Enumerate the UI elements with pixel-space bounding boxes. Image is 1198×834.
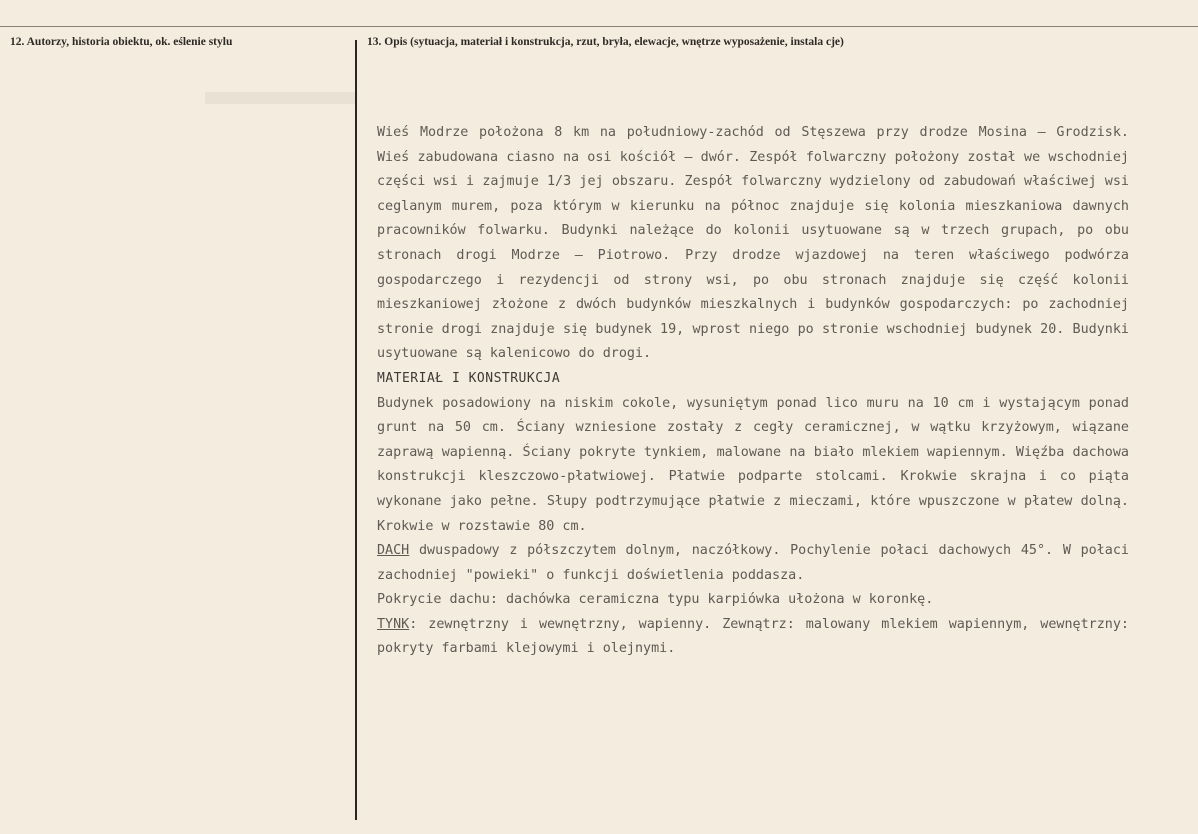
roof-cover-paragraph: Pokrycie dachu: dachówka ceramiczna typu karpiówka ułożona w koronkę. bbox=[377, 592, 934, 608]
material-heading: MATERIAŁ I KONSTRUKCJA bbox=[377, 370, 561, 386]
top-rule bbox=[0, 26, 1198, 27]
section-13-header: 13. Opis (sytuacja, materiał i konstrukcja, rzut, bryła, elewacje, wnętrze wyposażenie, instala cje) bbox=[367, 36, 844, 48]
material-paragraph: Budynek posadowiony na niskim cokole, wysuniętym ponad lico muru na 10 cm i wystającym ponad grunt na 50 cm. Ściany wzniesione zostały z cegły ceramicznej, w wątku krzyżowym, wiązane zaprawą wapienną. Ściany pokryte tynkiem, malowane na biało mlekiem wapiennym. Więźba dachowa konstrukcji kleszczowo-płatwiowej. Płatwie podparte stolcami. Krokwie skrajna i co piąta wykonane jako pełne. Słupy podtrzymujące płatwie z mieczami, które wpuszczone w płatew dolną. Krokwie w rozstawie 80 cm. bbox=[377, 395, 1129, 534]
tynk-text: : zewnętrzny i wewnętrzny, wapienny. Zewnątrz: malowany mlekiem wapiennym, wewnętrzny: pokryty farbami klejowymi i olejnymi. bbox=[377, 616, 1129, 657]
description-body bbox=[377, 121, 1129, 662]
dach-paragraph bbox=[377, 539, 1129, 588]
smudge-mark bbox=[205, 92, 355, 104]
dach-label: DACH bbox=[377, 543, 410, 559]
tynk-paragraph bbox=[377, 613, 1129, 662]
intro-paragraph: Wieś Modrze położona 8 km na południowy-zachód od Stęszewa przy drodze Mosina – Grodzisk. Wieś zabudowana ciasno na osi kościół – dwór. Zespół folwarczny położony został we wschodniej części wsi i zajmuje 1/3 jej obszaru. Zespół folwarczny wydzielony od zabudowań właściwej wsi ceglanym murem, poza którym w kierunku na północ znajduje się kolonia mieszkaniowa dawnych pracowników folwarku. Budynki należące do kolonii usytuowane są w trzech grupach, po obu stronach drogi Modrze – Piotrowo. Przy drodze wjazdowej na teren właściwego podwórza gospodarczego i rezydencji od strony wsi, po obu stronach znajduje się część kolonii mieszkaniowej złożone z dwóch budynków mieszkalnych i budynków gospodarczych: po zachodniej stronie drogi znajduje się budynek 19, wprost niego po stronie wschodniej budynek 20. Budynki usytuowane są kalenicowo do drogi. bbox=[377, 125, 1129, 362]
section-12-header: 12. Autorzy, historia obiektu, ok. eślenie stylu bbox=[10, 36, 233, 48]
tynk-label: TYNK bbox=[377, 616, 410, 632]
dach-text: dwuspadowy z półszczytem dolnym, naczółkowy. Pochylenie połaci dachowych 45°. W połaci zachodniej "powieki" o funkcji doświetlenia poddasza. bbox=[377, 543, 1129, 583]
column-divider bbox=[355, 40, 357, 820]
